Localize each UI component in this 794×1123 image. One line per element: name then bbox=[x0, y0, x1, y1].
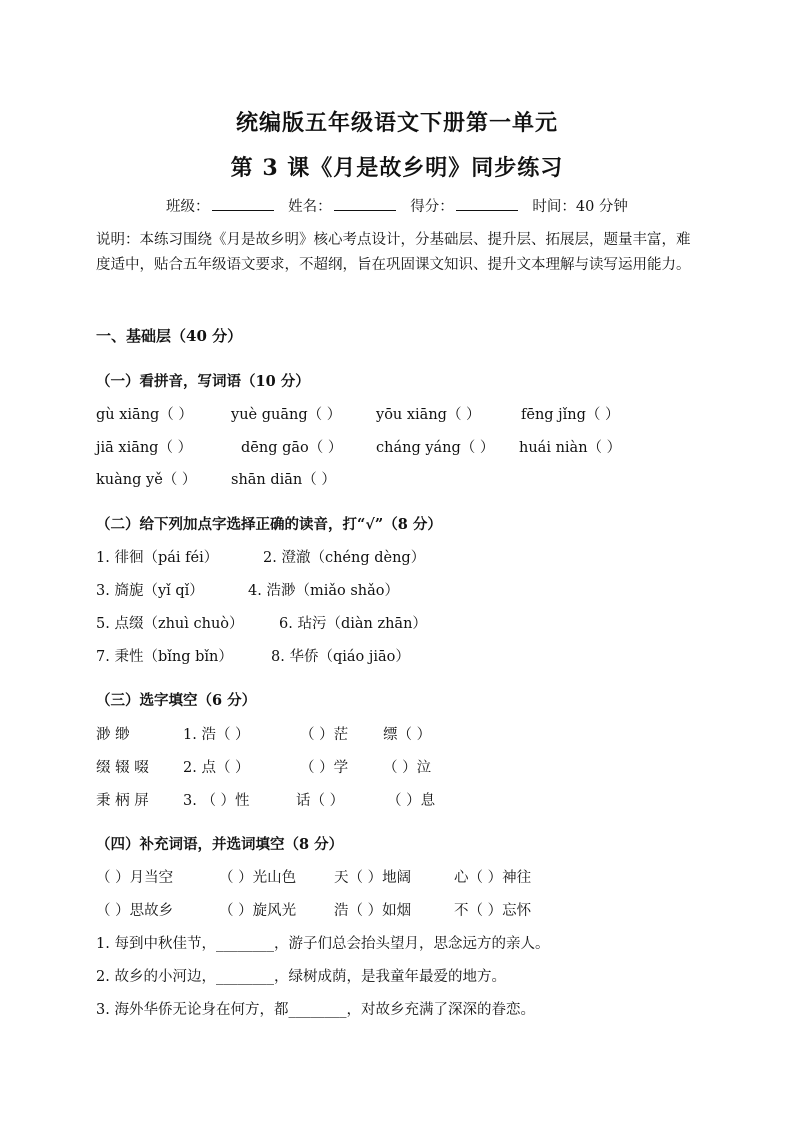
idiom-item: 浩（ ）如烟 bbox=[334, 903, 412, 919]
pronunciation-row bbox=[96, 612, 427, 633]
idiom-row-1 bbox=[96, 866, 531, 887]
choose-char-row bbox=[96, 756, 431, 777]
pronunciation-item: 7. 秉性（bǐng bǐn） bbox=[96, 649, 233, 665]
idiom-item: 心（ ）神往 bbox=[454, 870, 532, 886]
pinyin-item: jiā xiāng（ ） bbox=[96, 440, 193, 456]
pronunciation-item: 3. 旖旎（yǐ qǐ） bbox=[96, 583, 204, 599]
fill-item: 3. （ ）性 bbox=[183, 793, 250, 809]
student-info-line bbox=[0, 195, 794, 216]
char-options: 秉 柄 屏 bbox=[96, 793, 149, 809]
pinyin-item: huái niàn（ ） bbox=[519, 440, 622, 456]
worksheet-title: 统编版五年级语文下册第一单元 bbox=[235, 110, 558, 136]
part2-heading: （二）给下列加点字选择正确的读音，打“√”（8 分） bbox=[96, 516, 442, 533]
fill-item: （ ）息 bbox=[387, 793, 436, 809]
pinyin-item: dēng gāo（ ） bbox=[241, 440, 343, 456]
pronunciation-item: 2. 澄澈（chéng dèng） bbox=[263, 550, 426, 566]
pinyin-row-3 bbox=[96, 468, 336, 489]
idiom-item: （ ）思故乡 bbox=[96, 903, 174, 919]
fill-sentence-2: 2. 故乡的小河边，________，绿树成荫，是我童年最爱的地方。 bbox=[96, 969, 506, 985]
pinyin-item: fēng jǐng（ ） bbox=[521, 407, 620, 423]
char-options: 渺 缈 bbox=[96, 727, 130, 743]
pronunciation-row bbox=[96, 579, 399, 600]
pronunciation-item: 6. 玷污（diàn zhān） bbox=[279, 616, 427, 632]
fill-item: （ ）学 bbox=[300, 760, 349, 776]
idiom-item: （ ）光山色 bbox=[219, 870, 297, 886]
pronunciation-row bbox=[96, 645, 410, 666]
part3-heading: （三）选字填空（6 分） bbox=[96, 692, 257, 709]
name-label: 姓名： bbox=[288, 199, 332, 215]
fill-item: 缥（ ） bbox=[383, 727, 432, 743]
pinyin-item: yuè guāng（ ） bbox=[231, 407, 342, 423]
class-blank[interactable] bbox=[212, 197, 274, 211]
fill-sentence-3: 3. 海外华侨无论身在何方，都________，对故乡充满了深深的眷恋。 bbox=[96, 1002, 535, 1018]
idiom-item: （ ）旋风光 bbox=[219, 903, 297, 919]
idiom-item: 天（ ）地阔 bbox=[334, 870, 412, 886]
pinyin-item: gù xiāng（ ） bbox=[96, 407, 193, 423]
char-options: 缀 辍 啜 bbox=[96, 760, 149, 776]
fill-item: 1. 浩（ ） bbox=[183, 727, 250, 743]
score-blank[interactable] bbox=[456, 197, 518, 211]
pronunciation-item: 8. 华侨（qiáo jiāo） bbox=[271, 649, 410, 665]
fill-sentence-1: 1. 每到中秋佳节，________，游子们总会抬头望月，思念远方的亲人。 bbox=[96, 936, 550, 952]
choose-char-row bbox=[96, 723, 431, 744]
idiom-row-2 bbox=[96, 899, 531, 920]
idiom-item: 不（ ）忘怀 bbox=[454, 903, 532, 919]
pronunciation-item: 4. 浩渺（miǎo shǎo） bbox=[248, 583, 399, 599]
pinyin-row-2 bbox=[96, 436, 621, 457]
pinyin-item: kuàng yě（ ） bbox=[96, 472, 197, 488]
choose-char-row bbox=[96, 789, 435, 810]
fill-item: （ ）茫 bbox=[300, 727, 349, 743]
pinyin-item: shān diān（ ） bbox=[231, 472, 336, 488]
part4-heading: （四）补充词语，并选词填空（8 分） bbox=[96, 836, 344, 853]
pinyin-item: yōu xiāng（ ） bbox=[376, 407, 481, 423]
name-blank[interactable] bbox=[334, 197, 396, 211]
idiom-item: （ ）月当空 bbox=[96, 870, 174, 886]
section-heading-basic: 一、基础层（40 分） bbox=[96, 327, 243, 345]
fill-item: 2. 点（ ） bbox=[183, 760, 250, 776]
time-label: 时间：40 分钟 bbox=[532, 199, 628, 215]
part1-heading: （一）看拼音，写词语（10 分） bbox=[96, 373, 310, 390]
pronunciation-item: 5. 点缀（zhuì chuò） bbox=[96, 616, 244, 632]
lesson-title: 第 3 课《月是故乡明》同步练习 bbox=[230, 155, 564, 181]
pronunciation-row bbox=[96, 546, 425, 567]
pinyin-item: cháng yáng（ ） bbox=[376, 440, 495, 456]
class-label: 班级： bbox=[166, 199, 210, 215]
pinyin-row-1 bbox=[96, 403, 620, 424]
score-label: 得分： bbox=[410, 199, 454, 215]
fill-item: 话（ ） bbox=[296, 793, 345, 809]
pronunciation-item: 1. 徘徊（pái féi） bbox=[96, 550, 219, 566]
description-paragraph: 说明：本练习围绕《月是故乡明》核心考点设计，分基础层、提升层、拓展层，题量丰富，难度适中，贴合五年级语文要求，不超纲，旨在巩固课文知识、提升文本理解与读写运用能力。 bbox=[96, 232, 691, 273]
fill-item: （ ）泣 bbox=[383, 760, 432, 776]
